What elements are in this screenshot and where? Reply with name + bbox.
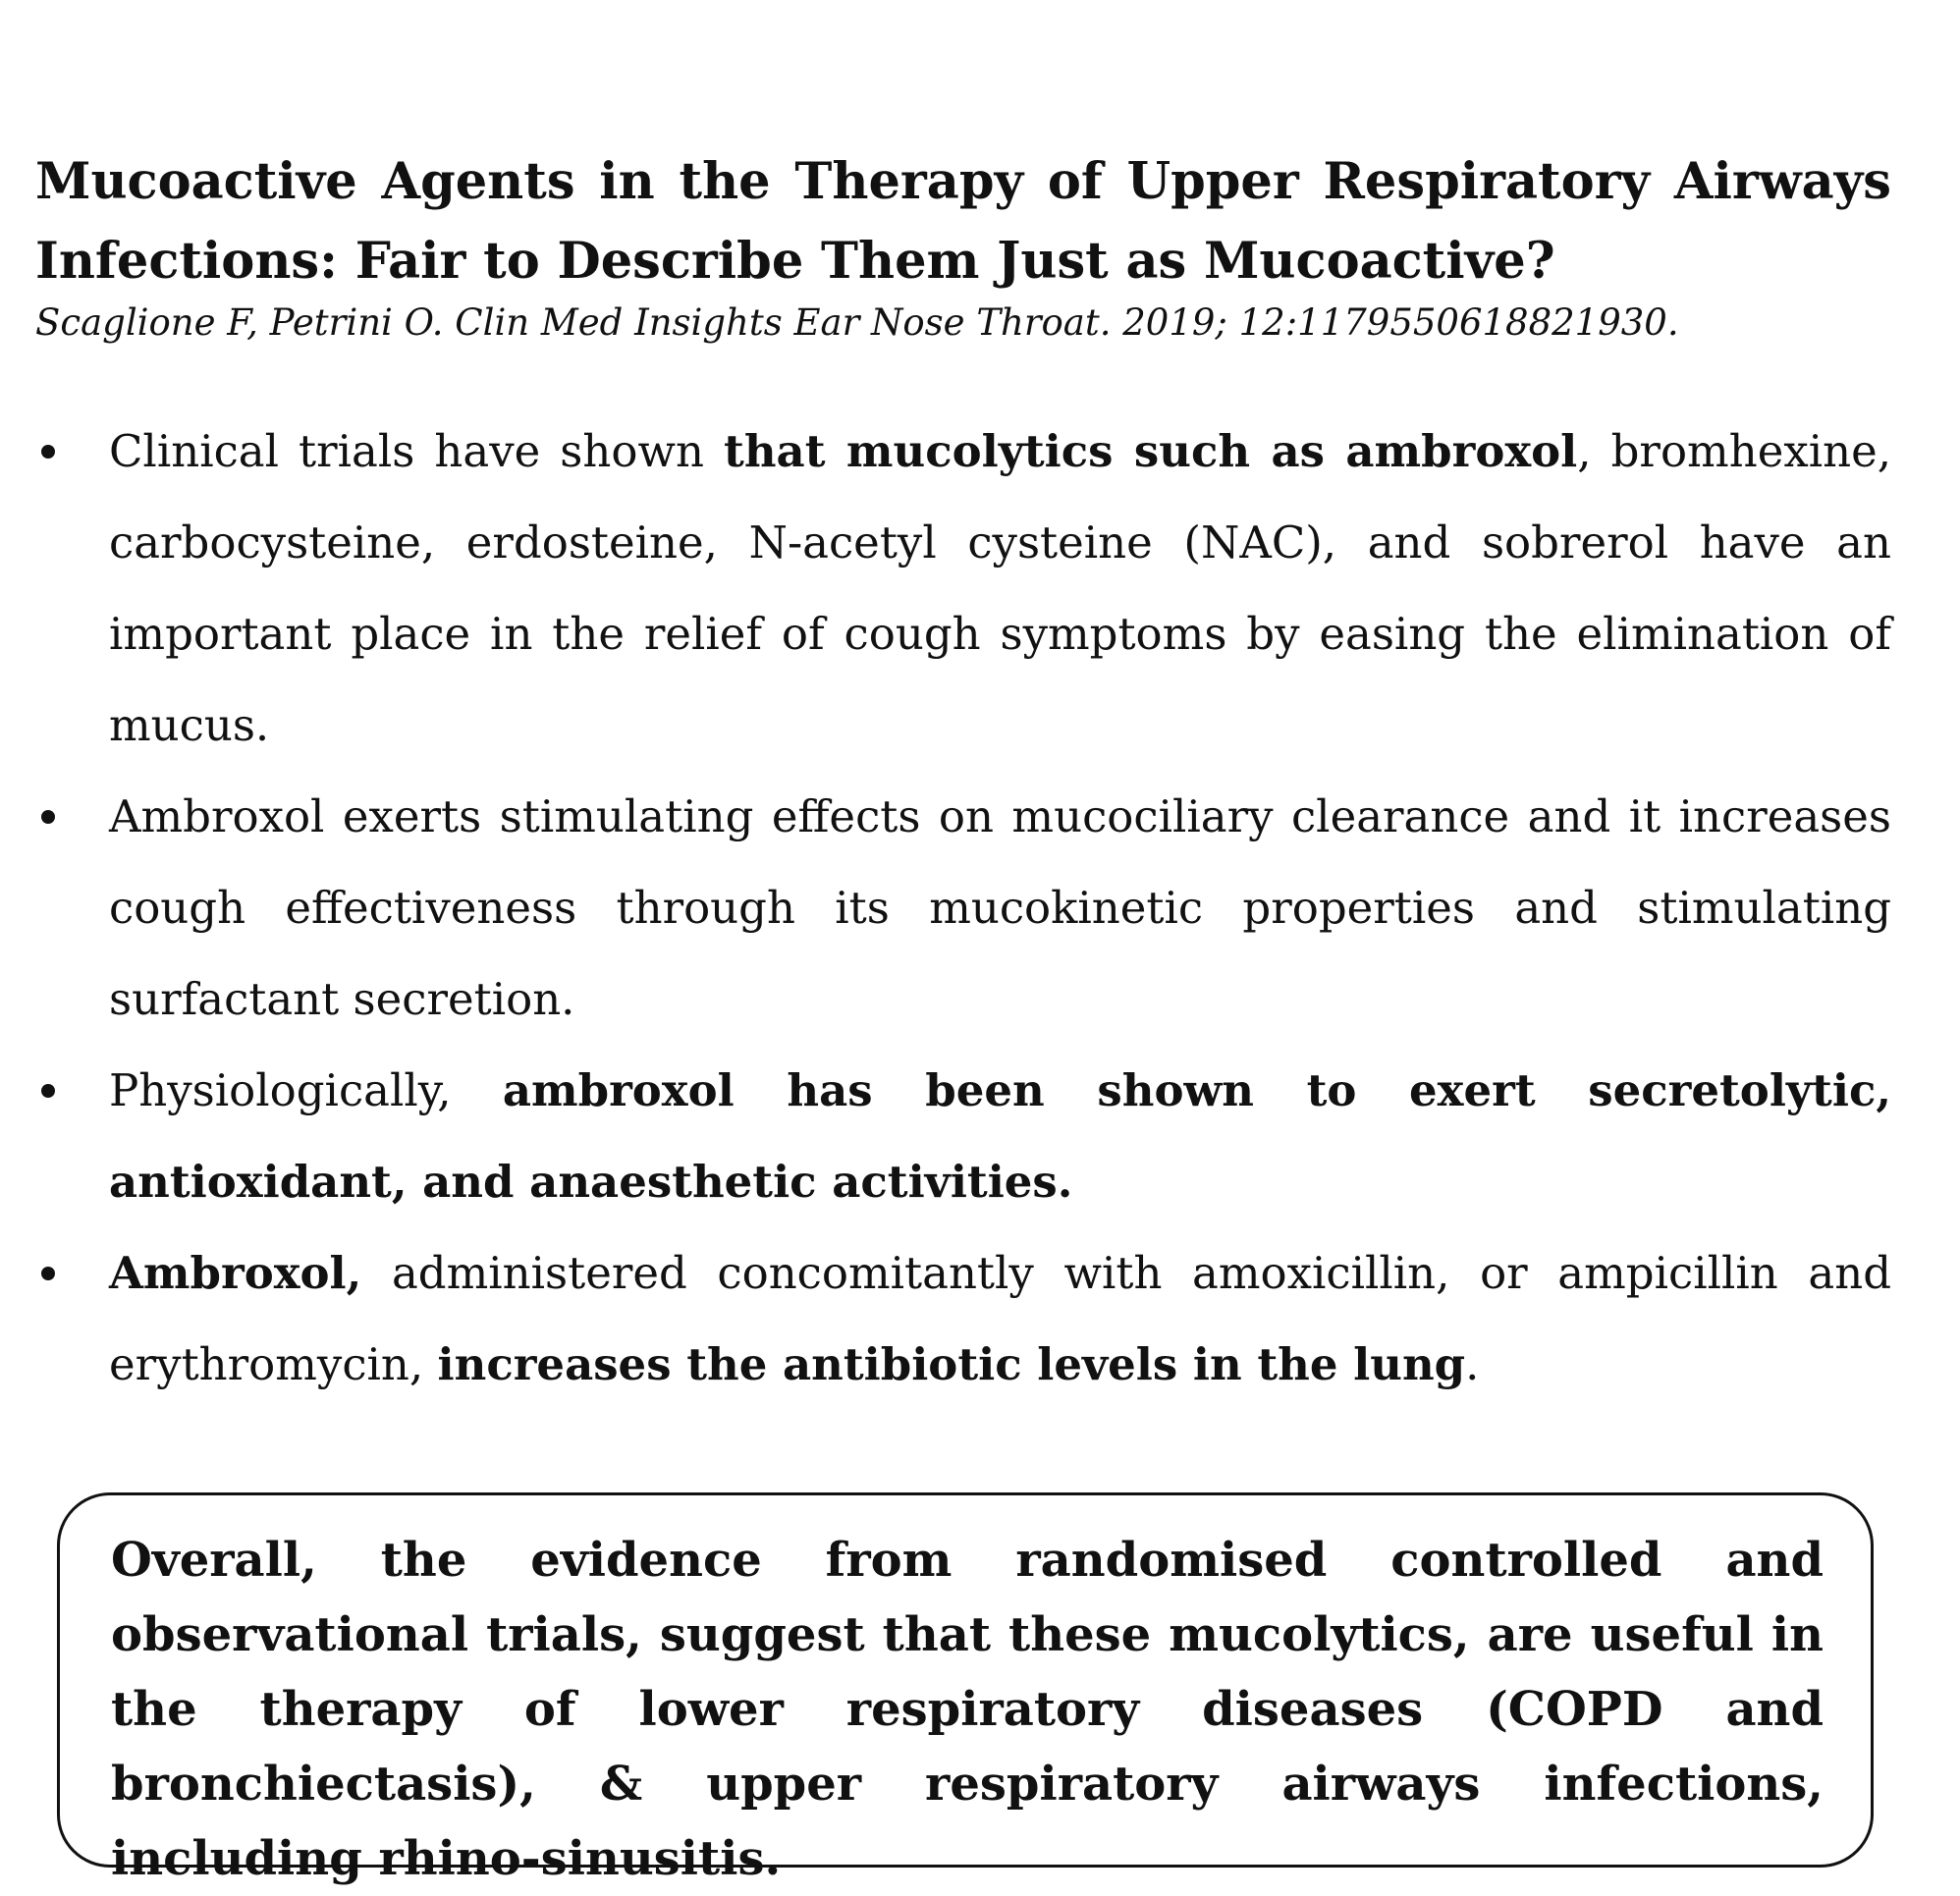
citation: Scaglione F, Petrini O. Clin Med Insights Ear Nose Throat. 2019; 12:1179550618821930.	[35, 301, 1679, 344]
bullet-text-segment-bold: increases the antibiotic levels in the lung	[437, 1338, 1466, 1390]
summary-callout-box	[57, 1492, 1874, 1886]
bullet-text-segment: Physiologically,	[109, 1064, 503, 1116]
summary-text: Overall, the evidence from randomised controlled and observational trials, suggest that these mucolytics, are useful in the therapy of lower respiratory diseases (COPD and bronchiectasis), & upper respiratory airways infections, including rhino-sinusitis.	[111, 1533, 1824, 1886]
bullet-list	[35, 406, 1891, 1410]
bullet-text-segment-bold: that mucolytics such as ambroxol	[724, 425, 1578, 477]
document-body	[35, 142, 1891, 1410]
bullet-text-segment: .	[1465, 1338, 1480, 1390]
document-title: Mucoactive Agents in the Therapy of Upper Respiratory Airways Infections: Fair to Describe Them Just as Mucoactive?	[35, 152, 1891, 291]
list-item	[35, 406, 1891, 771]
bullet-icon	[41, 1267, 55, 1280]
bullet-icon	[41, 810, 55, 824]
bullet-text-segment: administered concomitantly with amoxicillin, or ampicillin and erythromycin,	[109, 1247, 1891, 1390]
list-item	[35, 1227, 1891, 1410]
list-item	[35, 771, 1891, 1045]
bullet-icon	[41, 445, 55, 459]
bullet-text-segment-bold: ambroxol has been shown to exert secretolytic, antioxidant, and anaesthetic activities.	[109, 1064, 1892, 1208]
list-item	[35, 1045, 1891, 1227]
bullet-text-segment: , bromhexine, carbocysteine, erdosteine, N-acetyl cysteine (NAC), and sobrerol have an important place in the relief of cough symptoms by easing the elimination of mucus.	[109, 425, 1892, 751]
bullet-text-segment-bold: Ambroxol,	[109, 1247, 362, 1299]
bullet-text-segment: Ambroxol exerts stimulating effects on mucociliary clearance and it increases cough effectiveness through its mucokinetic properties and stimulating surfactant secretion.	[109, 790, 1891, 1025]
bullet-icon	[41, 1084, 55, 1098]
bullet-text-segment: Clinical trials have shown	[109, 425, 725, 477]
